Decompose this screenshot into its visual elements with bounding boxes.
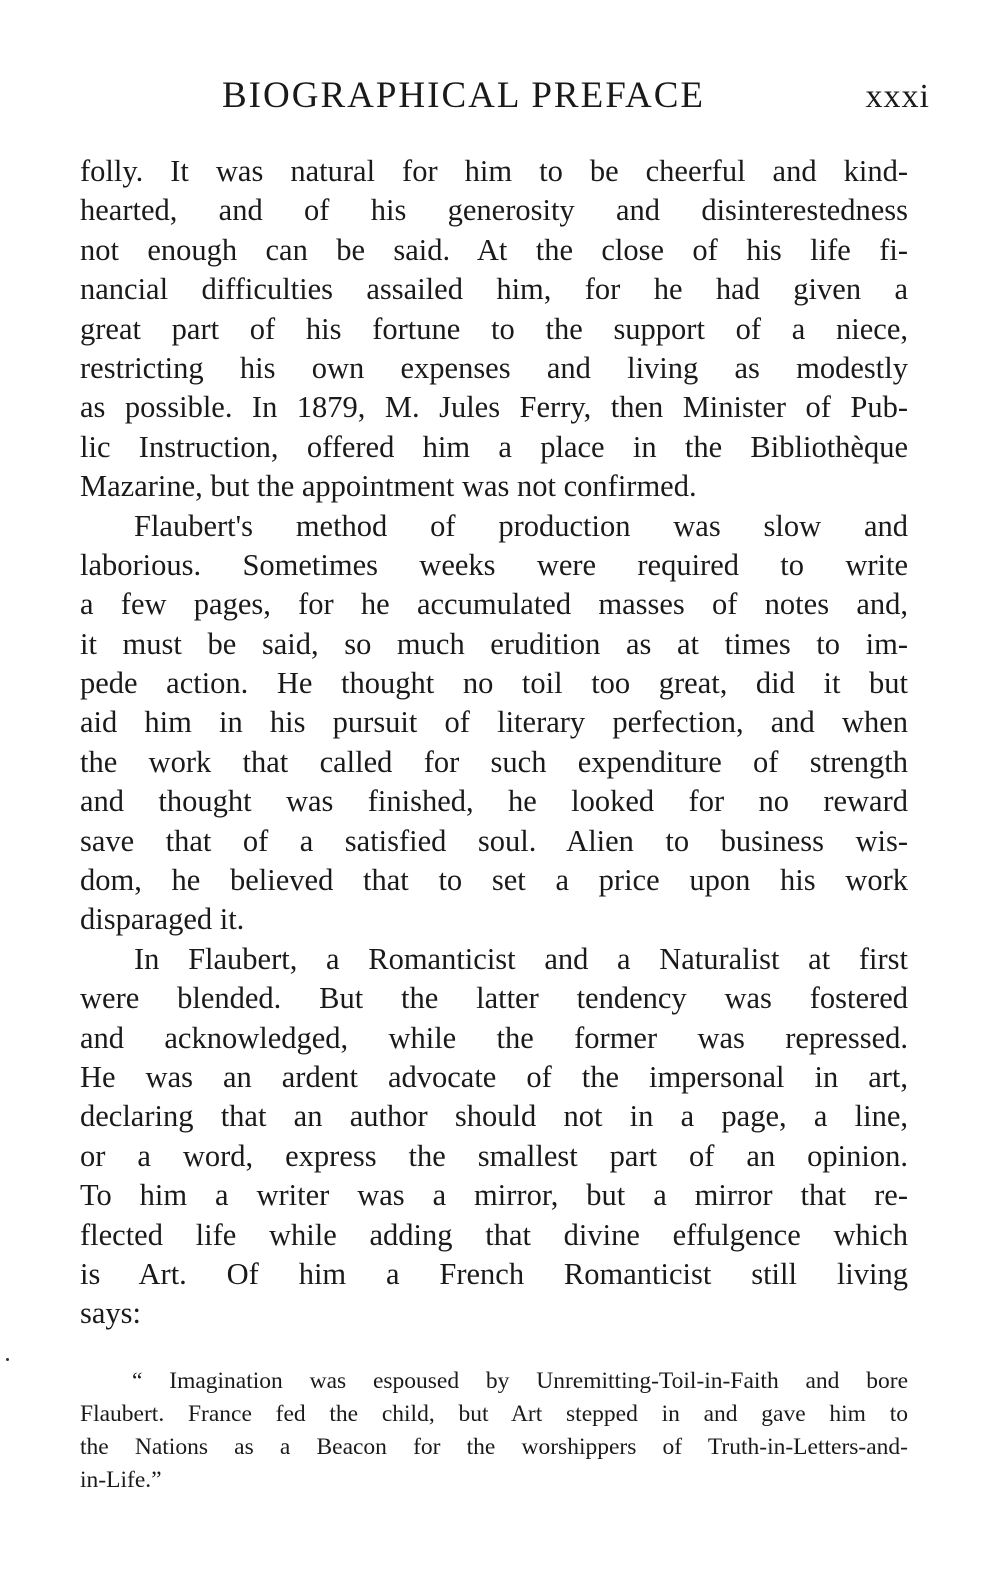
text-line: Flaubert's method of production was slow and	[134, 508, 908, 543]
quote-line: Flaubert. France fed the child, but Art stepped in and gave him to	[80, 1401, 908, 1427]
text-line: save that of a satisfied soul. Alien to business wis-	[80, 823, 908, 858]
text-line: not enough can be said. At the close of his life fi-	[80, 232, 908, 267]
text-line: dom, he believed that to set a price upon his work	[80, 863, 908, 898]
text-line: or a word, express the smallest part of an opinion.	[80, 1138, 908, 1173]
text-line: folly. It was natural for him to be cheerful and kind-	[80, 154, 908, 188]
quote-line: the Nations as a Beacon for the worshippers of Truth-in-Letters-and-	[80, 1434, 908, 1460]
text-line: it must be said, so much erudition as at times to im-	[80, 626, 908, 661]
running-header	[222, 74, 930, 117]
header-title: BIOGRAPHICAL PREFACE	[222, 75, 706, 116]
text-line: aid him in his pursuit of literary perfection, and when	[80, 705, 908, 740]
text-line: a few pages, for he accumulated masses of notes and,	[80, 587, 908, 622]
text-line: the work that called for such expenditure of strength	[80, 744, 908, 779]
text-line: He was an ardent advocate of the impersonal in art,	[80, 1059, 908, 1094]
body-text	[80, 152, 908, 1334]
quote-line: “ Imagination was espoused by Unremitting-Toil-in-Faith and bore	[132, 1368, 908, 1394]
text-line: great part of his fortune to the support of a niece,	[80, 311, 908, 346]
page-number: xxxi	[865, 78, 930, 115]
text-line: says:	[80, 1296, 141, 1331]
text-line: and thought was finished, he looked for no reward	[80, 784, 908, 819]
text-line: hearted, and of his generosity and disinterestedness	[80, 193, 908, 228]
text-line: In Flaubert, a Romanticist and a Naturalist at first	[134, 941, 908, 976]
text-line: restricting his own expenses and living as modestly	[80, 350, 908, 385]
text-line: Mazarine, but the appointment was not confirmed.	[80, 469, 697, 504]
margin-speck	[6, 1358, 9, 1361]
text-line: disparaged it.	[80, 902, 245, 937]
text-line: flected life while adding that divine effulgence which	[80, 1217, 908, 1252]
text-line: laborious. Sometimes weeks were required to write	[80, 547, 908, 582]
block-quote	[80, 1365, 908, 1497]
quote-line: in-Life.”	[80, 1467, 162, 1493]
text-line: as possible. In 1879, M. Jules Ferry, then Minister of Pub-	[80, 390, 908, 425]
text-line: pede action. He thought no toil too great, did it but	[80, 666, 908, 701]
text-line: were blended. But the latter tendency was fostered	[80, 981, 908, 1016]
text-line: and acknowledged, while the former was repressed.	[80, 1020, 908, 1055]
text-line: declaring that an author should not in a page, a line,	[80, 1099, 908, 1134]
text-line: To him a writer was a mirror, but a mirror that re-	[80, 1178, 908, 1213]
text-line: is Art. Of him a French Romanticist still living	[80, 1256, 908, 1291]
text-line: lic Instruction, offered him a place in the Bibliothèque	[80, 429, 908, 464]
text-line: nancial difficulties assailed him, for he had given a	[80, 272, 908, 307]
